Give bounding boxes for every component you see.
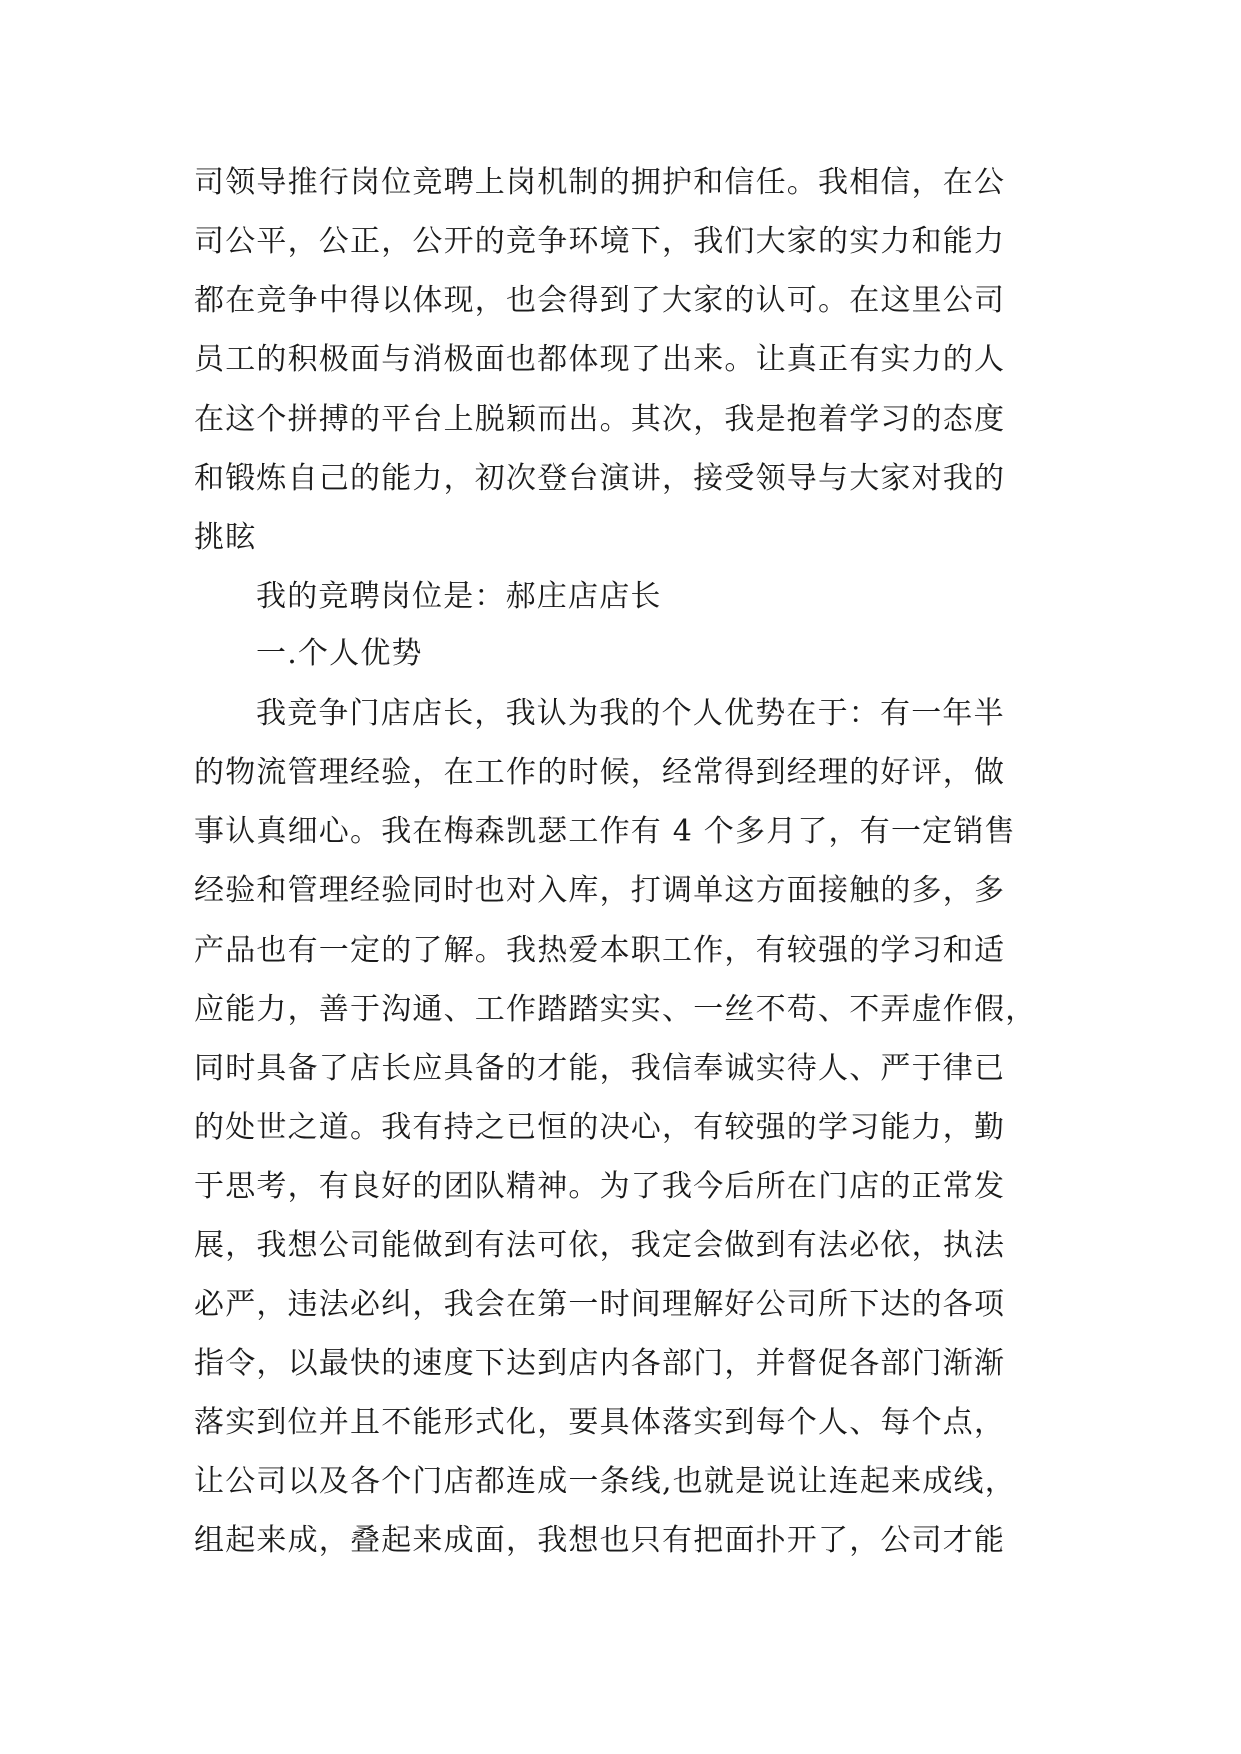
text-line: 和锻炼自己的能力，初次登台演讲，接受领导与大家对我的: [194, 461, 1006, 496]
text-line: 落实到位并且不能形式化，要具体落实到每个人、每个点，: [194, 1405, 1006, 1440]
text-line: 挑眩: [194, 520, 257, 555]
text-line: 指令，以最快的速度下达到店内各部门，并督促各部门渐渐: [194, 1346, 1006, 1381]
text-line: 让公司以及各个门店都连成一条线,也就是说让连起来成线，: [194, 1464, 1016, 1499]
text-line: 经验和管理经验同时也对入库，打调单这方面接触的多，多: [194, 873, 1006, 908]
text-line: 事认真细心。我在梅森凯瑟工作有 4 个多月了，有一定销售: [194, 814, 1016, 849]
text-line: 产品也有一定的了解。我热爱本职工作，有较强的学习和适: [194, 933, 1006, 968]
text-line: 司公平，公正，公开的竞争环境下，我们大家的实力和能力: [194, 224, 1006, 259]
position-heading: 我的竞聘岗位是：郝庄店店长: [256, 579, 662, 614]
text-line: 组起来成，叠起来成面，我想也只有把面扑开了，公司才能: [194, 1523, 1006, 1558]
text-line: 应能力，善于沟通、工作踏踏实实、一丝不苟、不弄虚作假，: [194, 992, 1037, 1027]
text-line: 同时具备了店长应具备的才能，我信奉诚实待人、严于律已: [194, 1051, 1006, 1086]
section-heading: 一.个人优势: [256, 636, 423, 671]
text-line: 员工的积极面与消极面也都体现了出来。让真正有实力的人: [194, 342, 1006, 377]
text-line: 的处世之道。我有持之已恒的决心，有较强的学习能力，勤: [194, 1110, 1006, 1145]
text-line: 展，我想公司能做到有法可依，我定会做到有法必依，执法: [194, 1228, 1006, 1263]
text-line: 于思考，有良好的团队精神。为了我今后所在门店的正常发: [194, 1169, 1006, 1204]
text-line: 我竞争门店店长，我认为我的个人优势在于：有一年半: [256, 696, 1005, 731]
text-line: 的物流管理经验，在工作的时候，经常得到经理的好评，做: [194, 755, 1006, 790]
text-line: 都在竞争中得以体现，也会得到了大家的认可。在这里公司: [194, 283, 1006, 318]
text-line: 必严，违法必纠，我会在第一时间理解好公司所下达的各项: [194, 1287, 1006, 1322]
text-line: 在这个拼搏的平台上脱颖而出。其次，我是抱着学习的态度: [194, 402, 1006, 437]
text-line: 司领导推行岗位竞聘上岗机制的拥护和信任。我相信，在公: [194, 165, 1006, 200]
